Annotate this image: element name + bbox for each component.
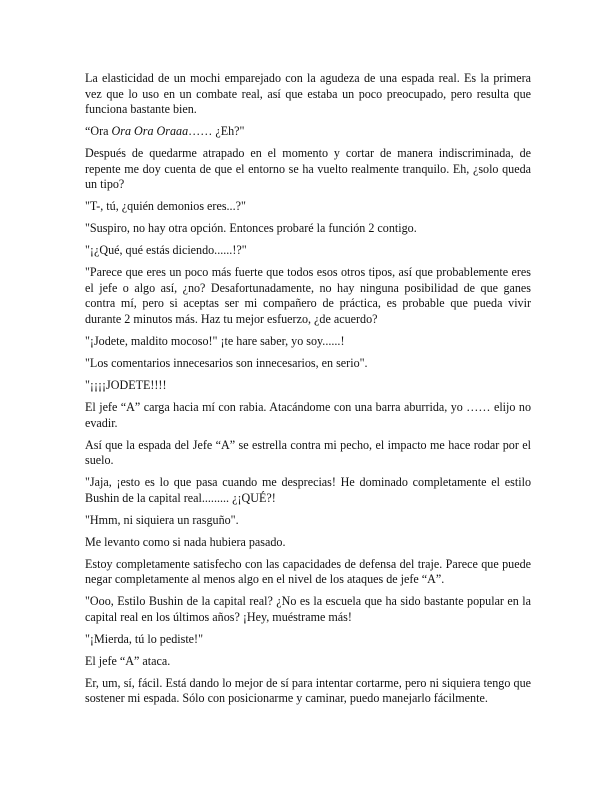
paragraph: "Hmm, ni siquiera un rasguño". [85,512,239,527]
paragraph: "Ooo, Estilo Bushin de la capital real? ¿No es la escuela que ha sido bastante popular en la capital real en los últimos años? ¡Hey, muéstrame más! [85,594,531,624]
paragraph: El jefe “A” ataca. [85,653,171,668]
paragraph: Estoy completamente satisfecho con las capacidades de defensa del traje. Parece que puede negar completamente al menos algo en el nivel de los ataques de jefe “A”. [85,556,531,587]
paragraph: "¡Jodete, maldito mocoso!" ¡te hare saber, yo soy......! [85,334,345,349]
paragraph: "Parece que eres un poco más fuerte que todos esos otros tipos, así que probablemente eres el jefe o algo así, ¿no? Desafortunadamente, no hay ninguna posibilidad de que ganes contra mí, pero si aceptas ser mi compañero de práctica, es probable que pueda vivir durante 2 minutos más. Haz tu mejor esfuerzo, ¿de acuerdo? [85,265,531,327]
paragraph: El jefe “A” carga hacia mí con rabia. Atacándome con una barra aburrida, yo …… elijo no evadir. [85,400,531,430]
paragraph: Después de quedarme atrapado en el momento y cortar de manera indiscriminada, de repente me doy cuenta de que el entorno se ha vuelto realmente tranquilo. Eh, ¿solo queda un tipo? [85,146,531,192]
paragraph: "Los comentarios innecesarios son innecesarios, en serio". [85,356,368,371]
paragraph: La elasticidad de un mochi emparejado con la agudeza de una espada real. Es la primera vez que lo uso en un combate real, así que estaba un poco preocupado, pero resulta que funciona bastante bien. [85,71,531,117]
paragraph: "T-, tú, ¿quién demonios eres...?" [85,199,246,214]
paragraph: Así que la espada del Jefe “A” se estrella contra mi pecho, el impacto me hace rodar por el suelo. [85,437,531,468]
document-page [85,71,531,713]
paragraph: "¡¡¡¡JODETE!!!! [85,378,167,393]
paragraph: Er, um, sí, fácil. Está dando lo mejor de sí para intentar cortarme, pero ni siquiera tengo que sostener mi espada. Sólo con posicionarme y caminar, puedo manejarlo fácilmente. [85,675,531,706]
paragraph: "Suspiro, no hay otra opción. Entonces probaré la función 2 contigo. [85,221,417,236]
text-span: …… ¿Eh?" [188,124,245,139]
text-span: “Ora [85,124,112,139]
paragraph: Me levanto como si nada hubiera pasado. [85,534,286,549]
emphasis-text: Ora Ora Oraaa [111,124,189,139]
paragraph: "¡Mierda, tú lo pediste!" [85,631,204,646]
paragraph [85,124,531,140]
paragraph: "¡¿Qué, qué estás diciendo......!?" [85,243,247,258]
paragraph: "Jaja, ¡esto es lo que pasa cuando me desprecias! He dominado completamente el estilo Bushin de la capital real......... ¿¡QUÉ?! [85,475,531,505]
